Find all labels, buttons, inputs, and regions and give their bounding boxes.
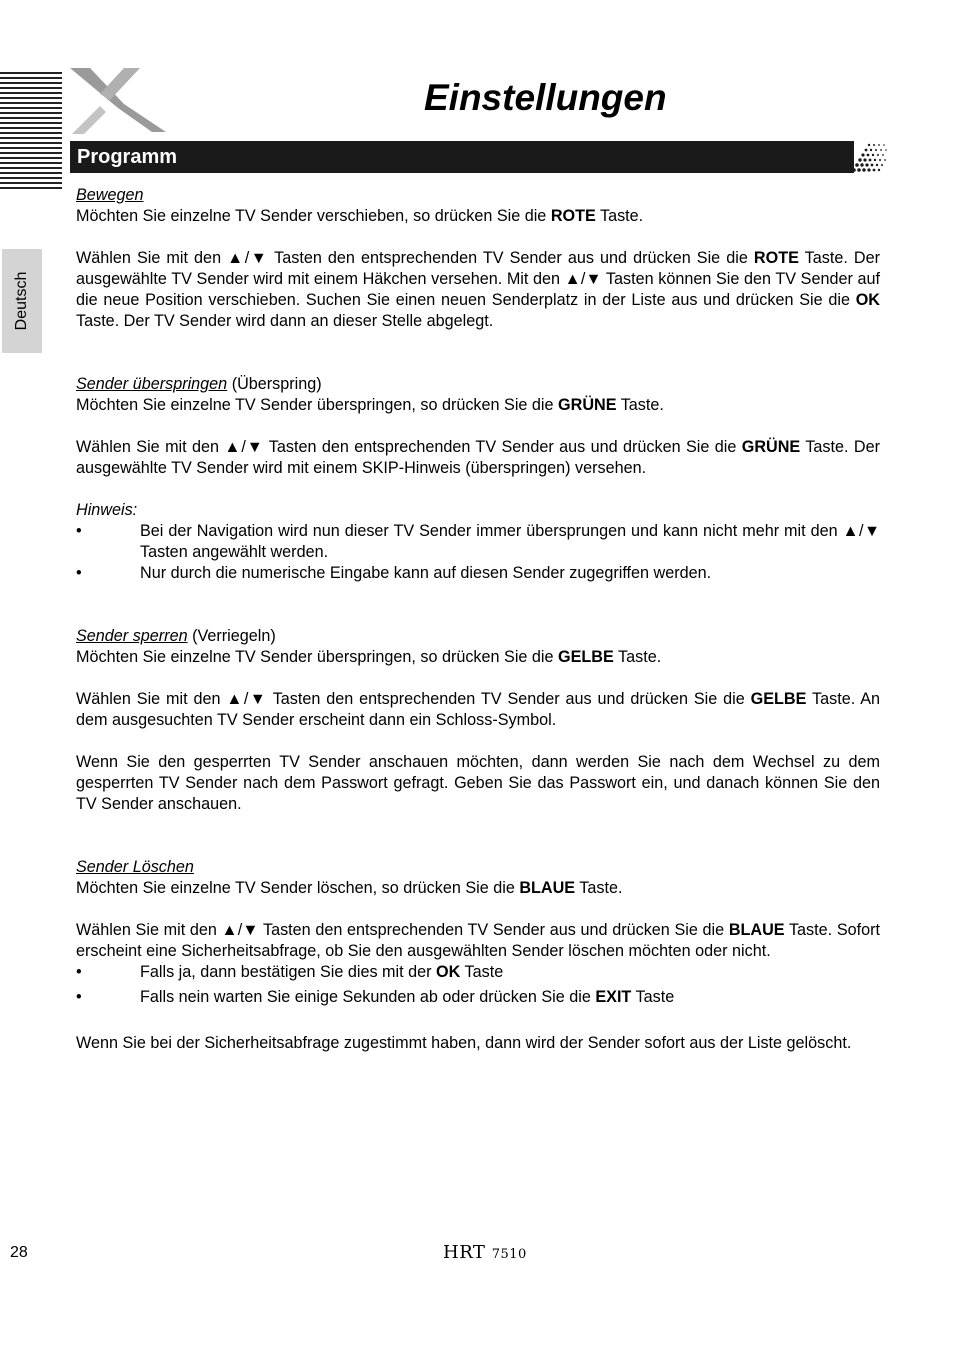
paragraph: Möchten Sie einzelne TV Sender überspringen, so drücken Sie die GELBE Taste. — [76, 648, 662, 666]
list-item: • Falls ja, dann bestätigen Sie dies mit der OK Taste — [76, 962, 880, 983]
subheading-lock: Sender sperren (Verriegeln) — [76, 627, 276, 645]
paragraph: Wählen Sie mit den ▲/▼ Tasten den entsprechenden TV Sender aus und drücken Sie die GRÜNE Taste. Der ausgewählte TV Sender wird mit einem SKIP-Hinweis (überspringen) versehen. — [76, 438, 880, 477]
paragraph: Möchten Sie einzelne TV Sender verschieben, so drücken Sie die ROTE Taste. — [76, 207, 644, 225]
paragraph: Wenn Sie bei der Sicherheitsabfrage zugestimmt haben, dann wird der Sender sofort aus der Liste gelöscht. — [76, 1034, 852, 1052]
list-item: • Falls nein warten Sie einige Sekunden ab oder drücken Sie die EXIT Taste — [76, 987, 880, 1008]
header-stripes — [0, 72, 62, 200]
dot-pattern-icon — [850, 141, 890, 173]
language-label: Deutsch — [13, 271, 30, 331]
language-tab — [2, 249, 42, 353]
paragraph: Möchten Sie einzelne TV Sender löschen, so drücken Sie die BLAUE Taste. — [76, 879, 623, 897]
page-title: Einstellungen — [424, 77, 667, 118]
paragraph: Wählen Sie mit den ▲/▼ Tasten den entsprechenden TV Sender aus und drücken Sie die GELBE Taste. An dem ausgesuchten TV Sender erscheint dann ein Schloss-Symbol. — [76, 690, 880, 729]
paragraph: Möchten Sie einzelne TV Sender überspringen, so drücken Sie die GRÜNE Taste. — [76, 396, 664, 414]
model-label: HRT 7510 — [443, 1242, 527, 1263]
section-title: Programm — [77, 146, 178, 168]
subheading-bewegen: Bewegen — [76, 186, 144, 204]
page-number: 28 — [10, 1244, 28, 1261]
paragraph: Wenn Sie den gesperrten TV Sender anschauen möchten, dann werden Sie nach dem Wechsel zu dem gesperrten TV Sender nach dem Passwort gefragt. Geben Sie das Passwort ein, und danach können Sie den TV Sender anschauen. — [76, 753, 880, 813]
list-item: • Nur durch die numerische Eingabe kann auf diesen Sender zugegriffen werden. — [76, 563, 880, 584]
paragraph: Wählen Sie mit den ▲/▼ Tasten den entsprechenden TV Sender aus und drücken Sie die BLAUE Taste. Sofort erscheint eine Sicherheitsabfrage, ob Sie den ausgewählten Sender löschen möchten oder nicht. — [76, 921, 881, 960]
main-content — [76, 185, 880, 1054]
brand-logo-icon — [66, 66, 170, 138]
section-header-bar — [70, 141, 854, 173]
paragraph: Wählen Sie mit den ▲/▼ Tasten den entsprechenden TV Sender aus und drücken Sie die ROTE Taste. Der ausgewählte TV Sender wird mit einem Häkchen versehen. Mit den ▲/▼ Tasten können Sie den TV Sender auf die neue Position verschieben. Suchen Sie einen neuen Senderplatz in der Liste aus und drücken Sie die OK Taste. Der TV Sender wird dann an dieser Stelle abgelegt. — [76, 249, 880, 330]
subheading-skip: Sender überspringen (Überspring) — [76, 375, 322, 393]
note-list — [76, 521, 880, 584]
subheading-delete: Sender Löschen — [76, 858, 194, 876]
confirm-list — [76, 962, 880, 1008]
list-item: • Bei der Navigation wird nun dieser TV Sender immer übersprungen und kann nicht mehr mit den ▲/▼ Tasten angewählt werden. — [76, 521, 880, 563]
note-heading: Hinweis: — [76, 501, 138, 519]
